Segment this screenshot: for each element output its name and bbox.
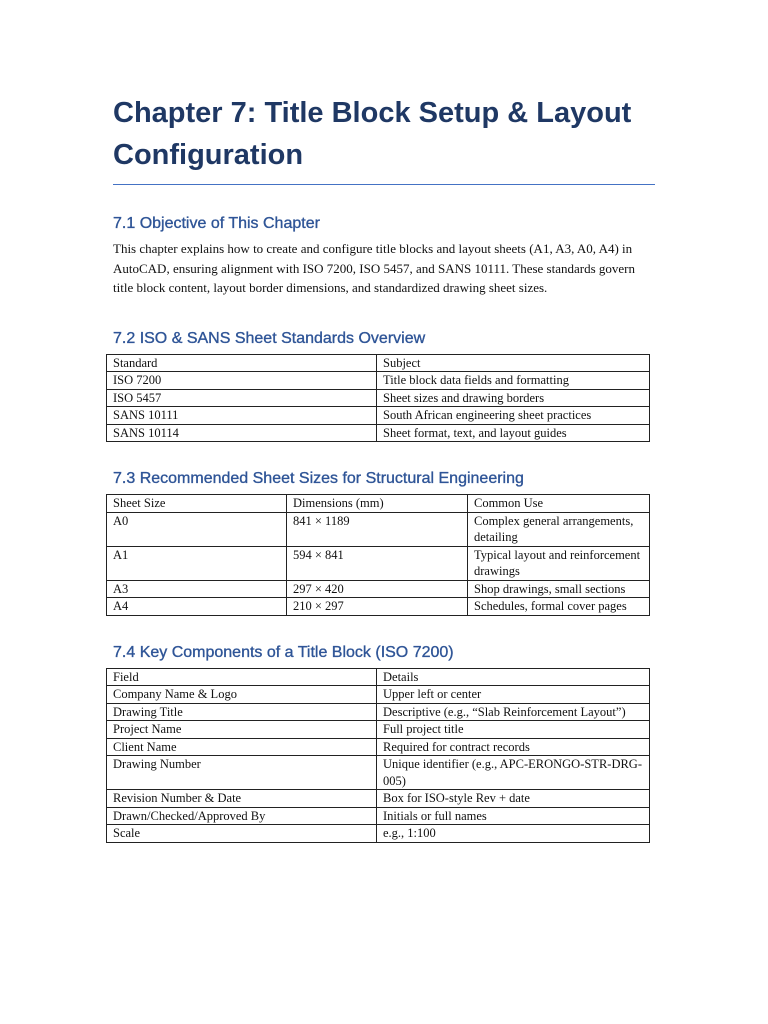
document-page <box>113 92 655 843</box>
table-cell: Drawing Number <box>107 756 377 790</box>
table-row <box>107 424 650 442</box>
table-cell: Descriptive (e.g., “Slab Reinforcement Layout”) <box>377 703 650 721</box>
table-cell: Initials or full names <box>377 807 650 825</box>
table-cell: Box for ISO-style Rev + date <box>377 790 650 808</box>
table-cell: A4 <box>107 598 287 616</box>
section-7-4-heading: 7.4 Key Components of a Title Block (ISO 7200) <box>113 643 454 661</box>
table-row <box>107 598 650 616</box>
table-row <box>107 703 650 721</box>
table-row <box>107 407 650 425</box>
table-row <box>107 825 650 843</box>
table-cell: South African engineering sheet practices <box>377 407 650 425</box>
table-cell: Schedules, formal cover pages <box>468 598 650 616</box>
table-header-row <box>107 668 650 686</box>
table-row <box>107 580 650 598</box>
table-header-row <box>107 495 650 513</box>
table-cell: A3 <box>107 580 287 598</box>
table-header-row <box>107 354 650 372</box>
table-row <box>107 512 650 546</box>
header-cell: Sheet Size <box>107 495 287 513</box>
table-row <box>107 790 650 808</box>
header-cell: Field <box>107 668 377 686</box>
header-cell: Standard <box>107 354 377 372</box>
table-cell: Title block data fields and formatting <box>377 372 650 390</box>
table-cell: ISO 5457 <box>107 389 377 407</box>
section-7-1-heading: 7.1 Objective of This Chapter <box>113 215 320 232</box>
table-cell: Revision Number & Date <box>107 790 377 808</box>
table-cell: 594 × 841 <box>287 546 468 580</box>
table-cell: Scale <box>107 825 377 843</box>
table-cell: A0 <box>107 512 287 546</box>
table-cell: Upper left or center <box>377 686 650 704</box>
header-cell: Common Use <box>468 495 650 513</box>
table-row <box>107 546 650 580</box>
header-cell: Dimensions (mm) <box>287 495 468 513</box>
section-7-3-heading: 7.3 Recommended Sheet Sizes for Structural Engineering <box>113 470 524 487</box>
title-block-components-table <box>106 668 650 843</box>
table-cell: Company Name & Logo <box>107 686 377 704</box>
table-cell: Full project title <box>377 721 650 739</box>
table-cell: Drawn/Checked/Approved By <box>107 807 377 825</box>
table-cell: Typical layout and reinforcement drawings <box>468 546 650 580</box>
header-cell: Details <box>377 668 650 686</box>
table-cell: Sheet format, text, and layout guides <box>377 424 650 442</box>
table-cell: SANS 10111 <box>107 407 377 425</box>
chapter-title: Chapter 7: Title Block Setup & Layout Configuration <box>113 92 655 185</box>
section-7-2-heading: 7.2 ISO & SANS Sheet Standards Overview <box>113 329 426 347</box>
header-cell: Subject <box>377 354 650 372</box>
standards-table <box>106 354 650 443</box>
section-7-1-body: This chapter explains how to create and configure title blocks and layout sheets (A1, A3, A0, A4) in AutoCAD, ensuring alignment with ISO 7200, ISO 5457, and SANS 10111. These standards govern title block content, layout border dimensions, and standardized drawing sheet sizes. <box>113 241 636 295</box>
table-cell: Unique identifier (e.g., APC-ERONGO-STR-DRG-005) <box>377 756 650 790</box>
table-cell: Sheet sizes and drawing borders <box>377 389 650 407</box>
table-cell: Client Name <box>107 738 377 756</box>
table-cell: Drawing Title <box>107 703 377 721</box>
table-cell: ISO 7200 <box>107 372 377 390</box>
table-cell: e.g., 1:100 <box>377 825 650 843</box>
table-cell: A1 <box>107 546 287 580</box>
table-cell: 210 × 297 <box>287 598 468 616</box>
table-cell: Required for contract records <box>377 738 650 756</box>
table-row <box>107 372 650 390</box>
table-cell: Shop drawings, small sections <box>468 580 650 598</box>
table-cell: SANS 10114 <box>107 424 377 442</box>
sheet-sizes-table <box>106 494 650 616</box>
table-row <box>107 738 650 756</box>
table-row <box>107 721 650 739</box>
table-row <box>107 807 650 825</box>
table-row <box>107 686 650 704</box>
table-cell: 297 × 420 <box>287 580 468 598</box>
table-cell: Complex general arrangements, detailing <box>468 512 650 546</box>
table-cell: Project Name <box>107 721 377 739</box>
table-row <box>107 389 650 407</box>
table-row <box>107 756 650 790</box>
table-cell: 841 × 1189 <box>287 512 468 546</box>
